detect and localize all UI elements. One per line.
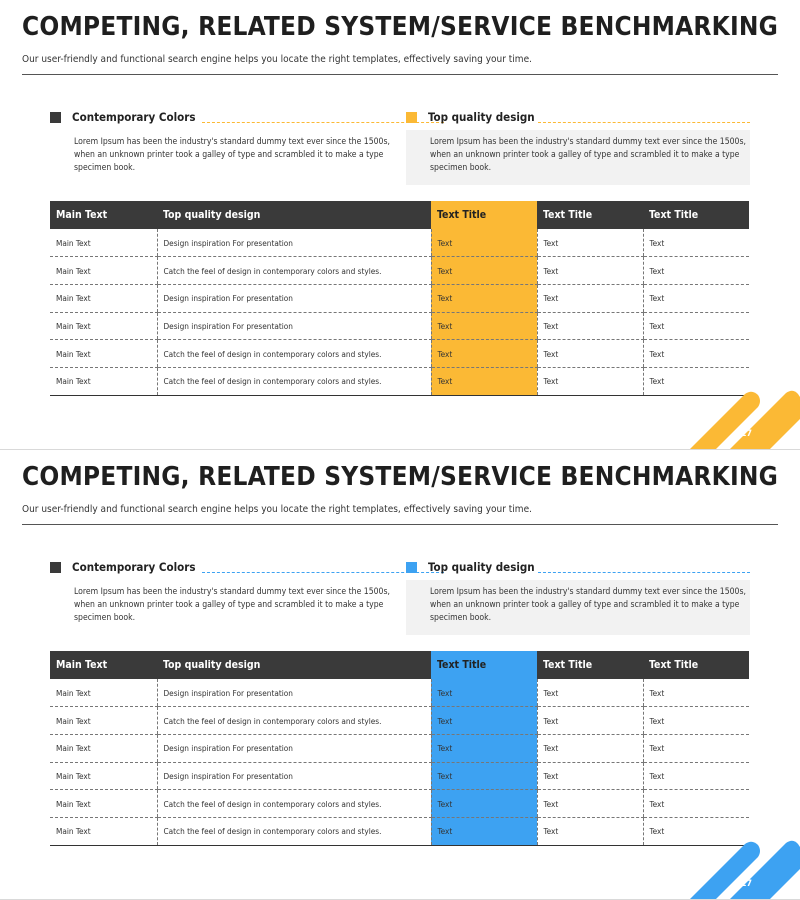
table-cell: Text bbox=[537, 679, 643, 707]
table-cell: Text bbox=[537, 734, 643, 762]
table-cell: Main Text bbox=[50, 817, 157, 845]
table-cell: Main Text bbox=[50, 679, 157, 707]
table-cell: Text bbox=[643, 340, 749, 368]
table-header-cell: Main Text bbox=[50, 651, 157, 679]
accent-square-icon bbox=[406, 562, 417, 573]
accent-square-icon bbox=[406, 112, 417, 123]
table-cell: Main Text bbox=[50, 284, 157, 312]
table-header-cell: Main Text bbox=[50, 201, 157, 229]
table-cell: Text bbox=[431, 790, 537, 818]
table-header-cell: Top quality design bbox=[157, 651, 431, 679]
page-number: 17 bbox=[740, 429, 752, 439]
table-cell: Text bbox=[537, 257, 643, 285]
table-cell: Text bbox=[537, 367, 643, 395]
table-header-cell: Text Title bbox=[431, 651, 537, 679]
table-cell: Catch the feel of design in contemporary colors and styles. bbox=[157, 340, 431, 368]
table-cell: Text bbox=[537, 340, 643, 368]
table-header-row bbox=[50, 651, 749, 679]
table-cell: Text bbox=[431, 707, 537, 735]
table-row bbox=[50, 367, 749, 395]
table-cell: Main Text bbox=[50, 312, 157, 340]
table-row bbox=[50, 790, 749, 818]
slide bbox=[0, 450, 800, 899]
table-body bbox=[50, 229, 749, 395]
table-cell: Text bbox=[643, 367, 749, 395]
left-block-label: Contemporary Colors bbox=[72, 110, 196, 124]
benchmark-table bbox=[50, 651, 749, 846]
right-block-label: Top quality design bbox=[428, 110, 535, 124]
table-cell: Design inspiration For presentation bbox=[157, 284, 431, 312]
dark-square-icon bbox=[50, 112, 61, 123]
right-block-body: Lorem Ipsum has been the industry's standard dummy text ever since the 1500s, when an unknown printer took a galley of type and scrambled it to make a type specimen book. bbox=[430, 137, 746, 173]
table-cell: Text bbox=[643, 790, 749, 818]
right-block-body: Lorem Ipsum has been the industry's standard dummy text ever since the 1500s, when an unknown printer took a galley of type and scrambled it to make a type specimen book. bbox=[430, 587, 746, 623]
table-cell: Catch the feel of design in contemporary colors and styles. bbox=[157, 367, 431, 395]
slide-title: COMPETING, RELATED SYSTEM/SERVICE BENCHMARKING bbox=[22, 12, 779, 42]
table-cell: Catch the feel of design in contemporary colors and styles. bbox=[157, 707, 431, 735]
table-body bbox=[50, 679, 749, 845]
left-block-header bbox=[50, 560, 195, 574]
table-cell: Text bbox=[643, 229, 749, 257]
table-cell: Design inspiration For presentation bbox=[157, 734, 431, 762]
table-header-cell: Text Title bbox=[537, 651, 643, 679]
slide bbox=[0, 0, 800, 449]
table-cell: Catch the feel of design in contemporary colors and styles. bbox=[157, 817, 431, 845]
table-cell: Design inspiration For presentation bbox=[157, 229, 431, 257]
table-cell: Text bbox=[431, 734, 537, 762]
table-header-cell: Top quality design bbox=[157, 201, 431, 229]
left-block-header bbox=[50, 110, 195, 124]
table-cell: Design inspiration For presentation bbox=[157, 679, 431, 707]
table-cell: Text bbox=[431, 762, 537, 790]
slide-title: COMPETING, RELATED SYSTEM/SERVICE BENCHMARKING bbox=[22, 462, 779, 492]
corner-stripes-decoration bbox=[690, 389, 800, 449]
table-row bbox=[50, 817, 749, 845]
table-row bbox=[50, 312, 749, 340]
table-cell: Text bbox=[643, 762, 749, 790]
table-row bbox=[50, 734, 749, 762]
table-cell: Text bbox=[643, 257, 749, 285]
table-cell: Main Text bbox=[50, 340, 157, 368]
table-cell: Text bbox=[537, 762, 643, 790]
table-cell: Main Text bbox=[50, 367, 157, 395]
table-cell: Main Text bbox=[50, 790, 157, 818]
table-cell: Main Text bbox=[50, 707, 157, 735]
table-cell: Design inspiration For presentation bbox=[157, 762, 431, 790]
right-dotted-divider bbox=[538, 572, 750, 573]
table-cell: Text bbox=[643, 679, 749, 707]
table-cell: Text bbox=[431, 229, 537, 257]
table-header-cell: Text Title bbox=[537, 201, 643, 229]
right-block-label: Top quality design bbox=[428, 560, 535, 574]
table-header-cell: Text Title bbox=[431, 201, 537, 229]
left-block-label: Contemporary Colors bbox=[72, 560, 196, 574]
table-cell: Text bbox=[537, 312, 643, 340]
dark-square-icon bbox=[50, 562, 61, 573]
table-cell: Catch the feel of design in contemporary colors and styles. bbox=[157, 790, 431, 818]
left-block-body: Lorem Ipsum has been the industry's standard dummy text ever since the 1500s, when an unknown printer took a galley of type and scrambled it to make a type specimen book. bbox=[74, 137, 390, 173]
table-cell: Design inspiration For presentation bbox=[157, 312, 431, 340]
right-block-header bbox=[406, 560, 535, 574]
right-block-header bbox=[406, 110, 535, 124]
table-row bbox=[50, 340, 749, 368]
table-cell: Text bbox=[431, 679, 537, 707]
left-block-body: Lorem Ipsum has been the industry's standard dummy text ever since the 1500s, when an unknown printer took a galley of type and scrambled it to make a type specimen book. bbox=[74, 587, 390, 623]
table-cell: Text bbox=[537, 790, 643, 818]
table-row bbox=[50, 257, 749, 285]
page-number: 17 bbox=[740, 879, 752, 889]
table-cell: Text bbox=[643, 284, 749, 312]
table-cell: Text bbox=[537, 707, 643, 735]
right-dotted-divider bbox=[538, 122, 750, 123]
table-cell: Main Text bbox=[50, 229, 157, 257]
table-cell: Text bbox=[537, 229, 643, 257]
table-cell: Main Text bbox=[50, 762, 157, 790]
table-row bbox=[50, 284, 749, 312]
table-row bbox=[50, 762, 749, 790]
table-row bbox=[50, 229, 749, 257]
slide-subtitle: Our user-friendly and functional search engine helps you locate the right templates, effectively saving your time. bbox=[22, 54, 532, 65]
table-header-row bbox=[50, 201, 749, 229]
table-cell: Text bbox=[643, 734, 749, 762]
table-cell: Text bbox=[643, 312, 749, 340]
table-cell: Catch the feel of design in contemporary colors and styles. bbox=[157, 257, 431, 285]
table-row bbox=[50, 707, 749, 735]
table-cell: Text bbox=[431, 817, 537, 845]
table-header-cell: Text Title bbox=[643, 651, 749, 679]
table-cell: Main Text bbox=[50, 257, 157, 285]
table-cell: Text bbox=[431, 340, 537, 368]
table-cell: Text bbox=[431, 367, 537, 395]
table-cell: Text bbox=[431, 312, 537, 340]
table-cell: Text bbox=[643, 817, 749, 845]
corner-stripes-decoration bbox=[690, 839, 800, 899]
table-cell: Text bbox=[643, 707, 749, 735]
slide-subtitle: Our user-friendly and functional search engine helps you locate the right templates, effectively saving your time. bbox=[22, 504, 532, 515]
benchmark-table bbox=[50, 201, 749, 396]
table-header-cell: Text Title bbox=[643, 201, 749, 229]
table-cell: Main Text bbox=[50, 734, 157, 762]
table-cell: Text bbox=[431, 257, 537, 285]
table-cell: Text bbox=[537, 284, 643, 312]
table-cell: Text bbox=[537, 817, 643, 845]
title-divider bbox=[22, 74, 778, 75]
table-cell: Text bbox=[431, 284, 537, 312]
title-divider bbox=[22, 524, 778, 525]
table-row bbox=[50, 679, 749, 707]
